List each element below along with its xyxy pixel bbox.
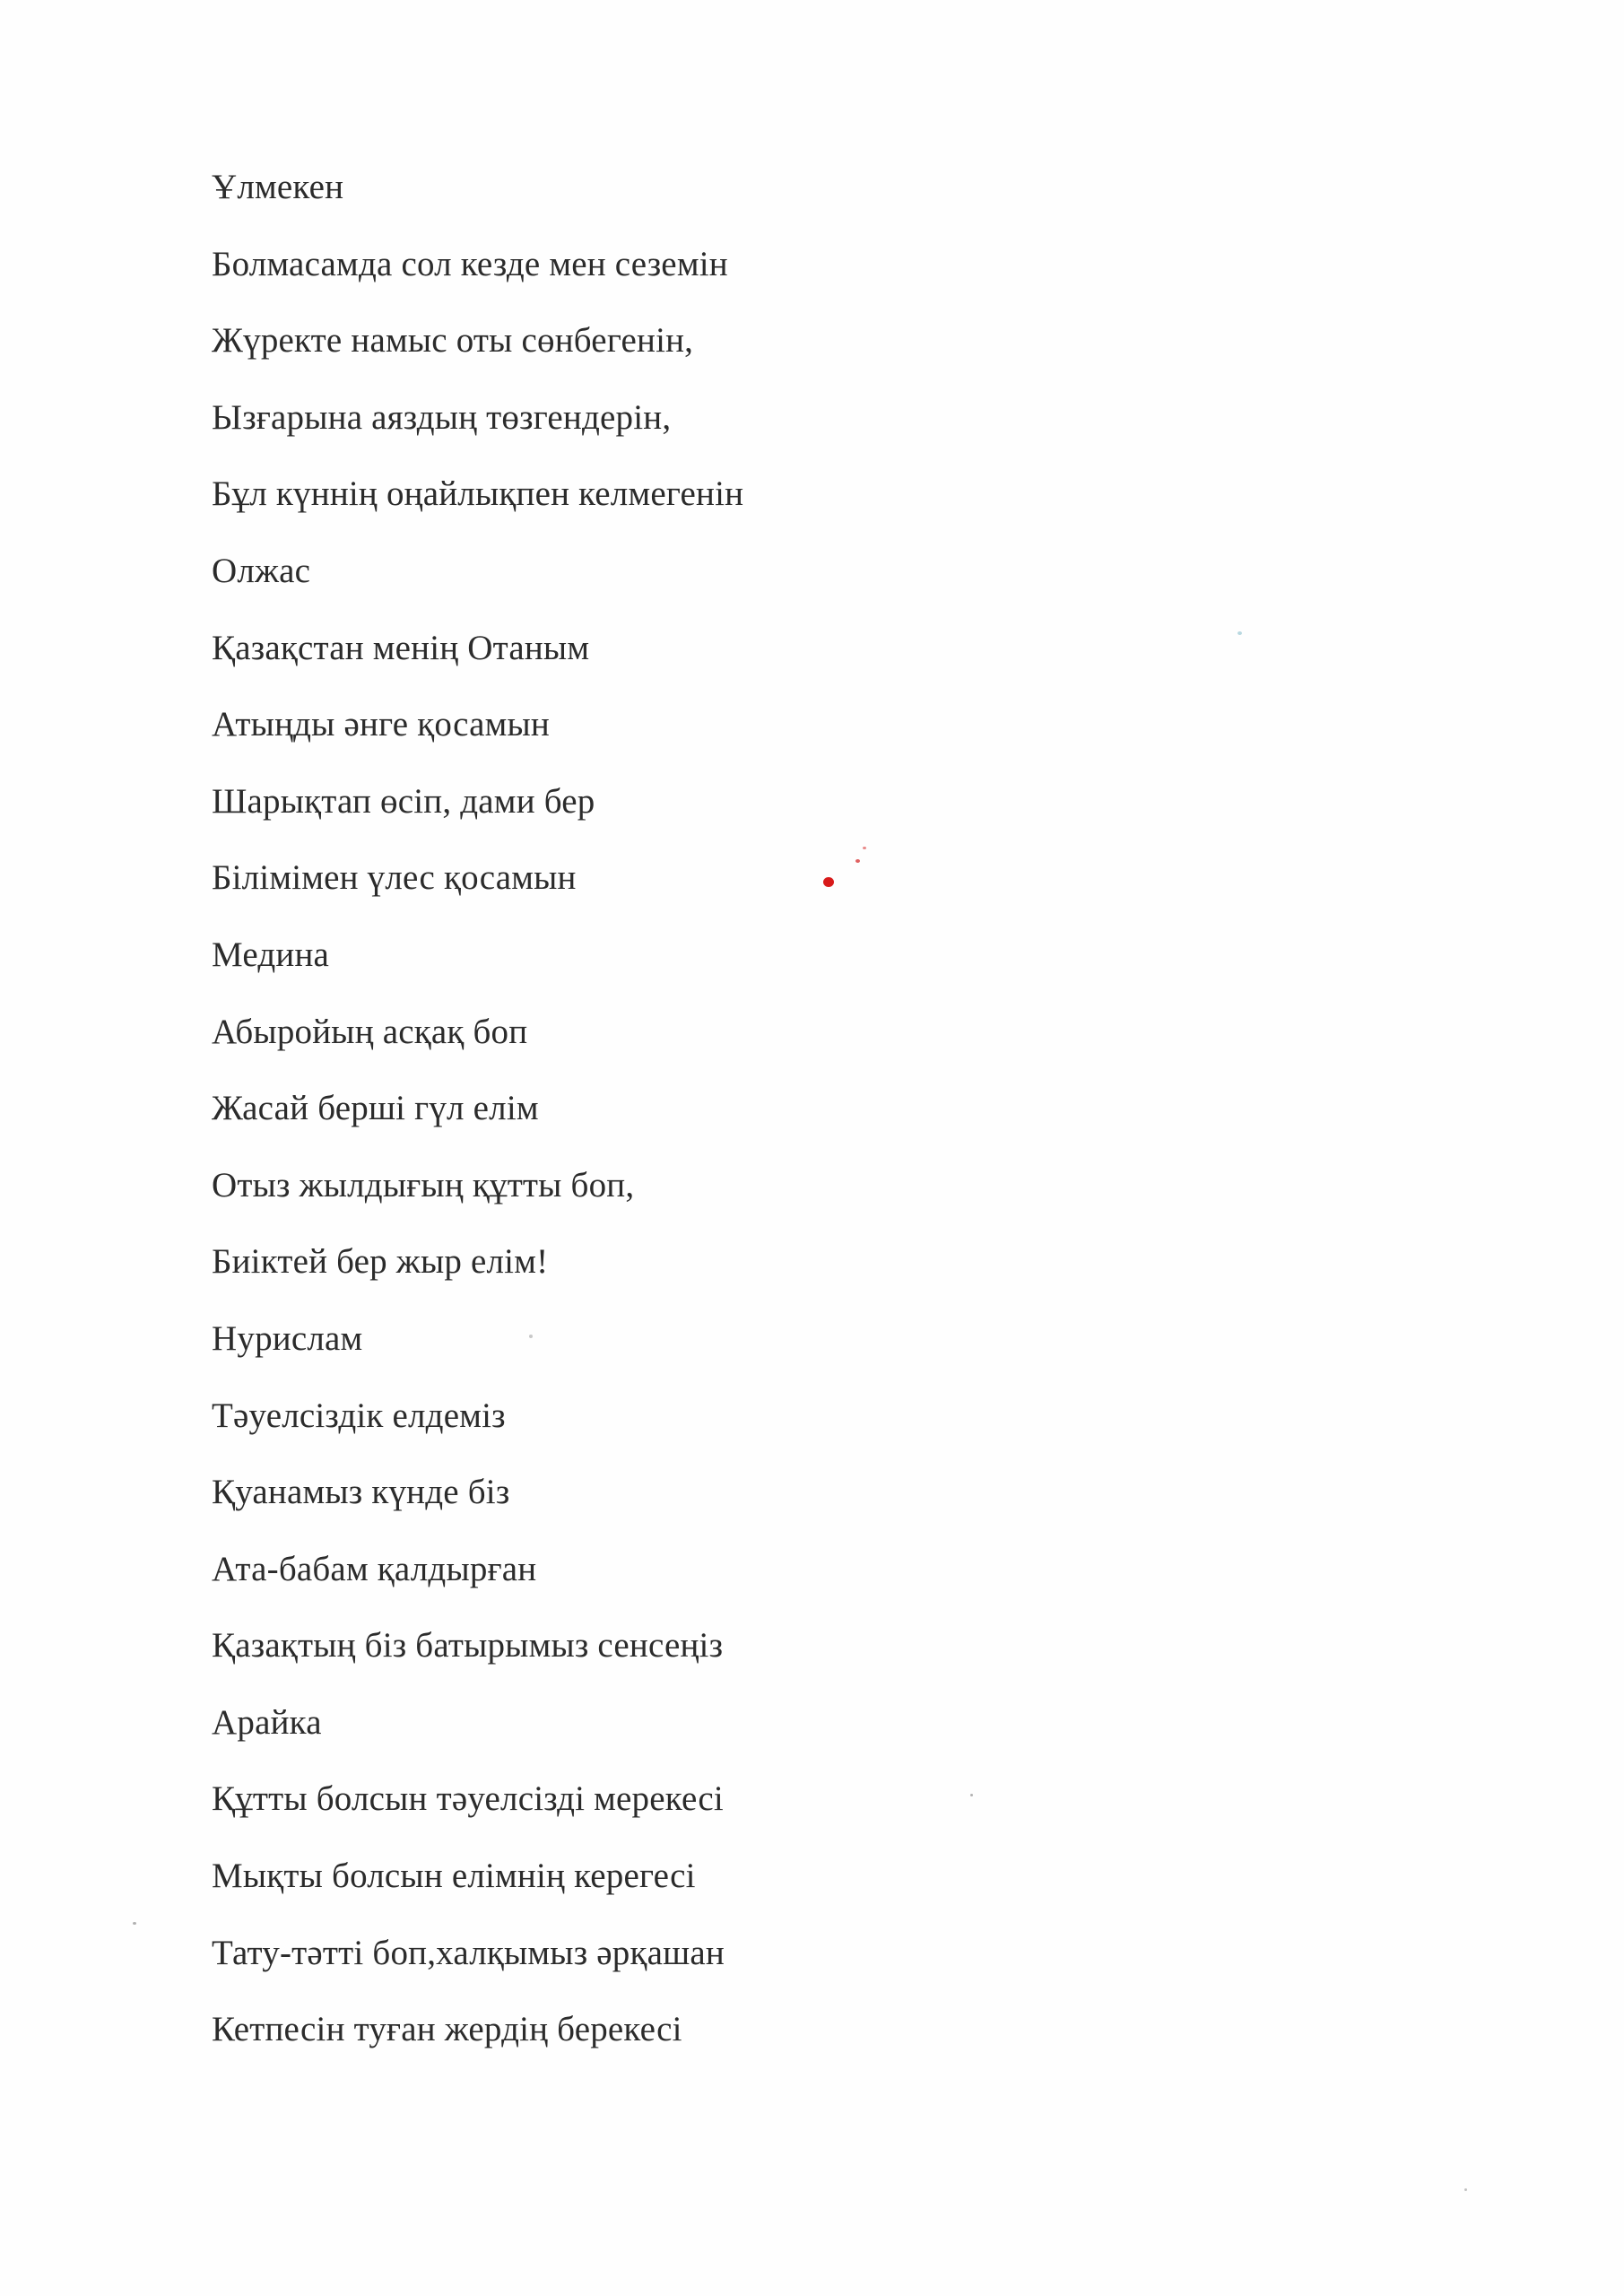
scan-speck — [1464, 2188, 1467, 2191]
text-block — [212, 149, 1288, 2068]
red-ink-speck — [863, 847, 866, 849]
text-line: Арайка — [212, 1702, 322, 1742]
text-line: Медина — [212, 935, 330, 974]
text-line: Олжас — [212, 551, 311, 590]
text-line: Мықты болсын елімнің керегесі — [212, 1857, 696, 1896]
text-line: Жүректе намыс оты сөнбегенін, — [212, 321, 694, 361]
text-line: Абыройың асқақ боп — [212, 1012, 528, 1051]
text-line: Құтты болсын тәуелсізді мерекесі — [212, 1779, 724, 1819]
text-line: Болмасамда сол кезде мен сеземін — [212, 244, 728, 283]
text-line: Биіктей бер жыр елім! — [212, 1242, 549, 1282]
scan-speck — [133, 1922, 136, 1925]
scan-speck — [1238, 631, 1242, 635]
text-line: Қазақстан менің Отаным — [212, 628, 590, 667]
red-ink-speck — [823, 877, 834, 887]
text-line: Қазақтың біз батырымыз сенсеңіз — [212, 1626, 724, 1665]
text-line: Жасай берші гүл елім — [212, 1089, 539, 1128]
text-line: Отыз жылдығың құтты боп, — [212, 1165, 635, 1205]
text-line: Нурислам — [212, 1318, 363, 1358]
scan-speck — [970, 1794, 973, 1796]
text-line: Кетпесін туған жердің берекесі — [212, 2010, 682, 2049]
text-line: Ата-бабам қалдырған — [212, 1549, 537, 1588]
text-line: Шарықтап өсіп, дами бер — [212, 781, 595, 821]
text-line: Тәуелсіздік елдеміз — [212, 1396, 506, 1435]
text-line: Ұлмекен — [212, 168, 344, 206]
text-line: Тату-тәтті боп,халқымыз әрқашан — [212, 1933, 725, 1972]
text-line: Атыңды әнге қосамын — [212, 705, 550, 744]
scan-speck — [529, 1335, 533, 1338]
text-line: Ызғарына аяздың төзгендерін, — [212, 397, 672, 437]
text-line: Қуанамыз күнде біз — [212, 1473, 510, 1512]
red-ink-speck — [855, 859, 860, 863]
text-line: Бұл күннің оңайлықпен келмегенін — [212, 474, 744, 514]
text-line: Білімімен үлес қосамын — [212, 858, 577, 898]
